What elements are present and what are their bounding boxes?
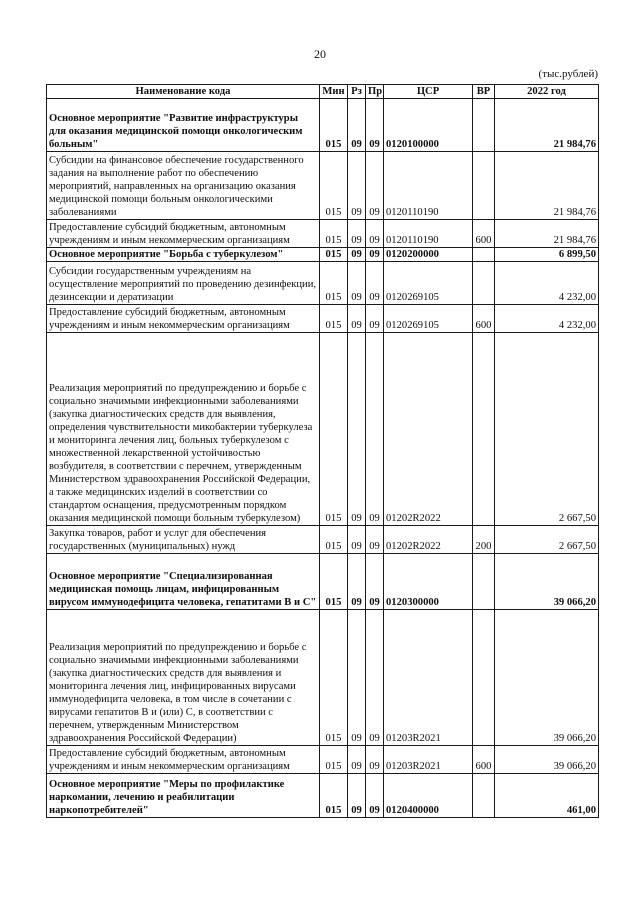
units-label: (тыс.рублей) [538,68,598,80]
row-amount: 2 667,50 [495,526,599,554]
row-min: 015 [320,774,348,818]
table-row [47,305,599,333]
row-amount: 39 066,20 [495,610,599,746]
row-vr: 600 [473,746,495,774]
header-rz: Рз [348,85,366,99]
row-rz: 09 [348,248,366,262]
row-amount: 39 066,20 [495,554,599,610]
row-name: Основное мероприятие "Развитие инфраструктуры для оказания медицинской помощи онкологическим больным" [47,99,320,152]
page-number: 20 [314,47,326,61]
row-min: 015 [320,554,348,610]
row-min: 015 [320,305,348,333]
row-pr: 09 [366,152,384,220]
row-name: Основное мероприятие "Меры по профилактике наркомании, лечению и реабилитации наркопотребителей" [47,774,320,818]
table-row [47,746,599,774]
row-rz: 09 [348,152,366,220]
row-csr: 0120200000 [384,248,473,262]
row-rz: 09 [348,220,366,248]
row-csr: 0120269105 [384,305,473,333]
row-amount: 461,00 [495,774,599,818]
table-header-row [47,85,599,99]
row-vr: 600 [473,305,495,333]
row-amount: 21 984,76 [495,220,599,248]
row-amount: 2 667,50 [495,333,599,526]
table-row [47,554,599,610]
row-csr: 0120110190 [384,152,473,220]
row-csr: 01202R2022 [384,526,473,554]
row-rz: 09 [348,99,366,152]
row-pr: 09 [366,774,384,818]
row-name: Основное мероприятие "Специализированная медицинская помощь лицам, инфицированным вирусом иммунодефицита человека, гепатитами В и С" [47,554,320,610]
row-vr: 200 [473,526,495,554]
row-name: Предоставление субсидий бюджетным, автономным учреждениям и иным некоммерческим организациям [47,220,320,248]
table-row [47,610,599,746]
row-min: 015 [320,152,348,220]
row-rz: 09 [348,746,366,774]
header-year: 2022 год [495,85,599,99]
row-vr [473,554,495,610]
table-row [47,333,599,526]
header-csr: ЦСР [384,85,473,99]
row-name: Реализация мероприятий по предупреждению и борьбе с социально значимыми инфекционными заболеваниями (закупка диагностических средств для выявления, определения чувствительности микобактерии туберкулеза и мониторинга лечения лиц, больных туберкулезом с множественной лекарственной устойчивостью возбудителя, в соответствии с перечнем, утвержденным Министерством здравоохранения Российской Федерации, а также медицинских изделий в соответствии со стандартом оснащения, предусмотренным порядком оказания медицинской помощи больным туберкулезом) [47,333,320,526]
row-pr: 09 [366,554,384,610]
row-amount: 4 232,00 [495,305,599,333]
row-pr: 09 [366,220,384,248]
row-rz: 09 [348,526,366,554]
row-csr: 0120110190 [384,220,473,248]
row-vr [473,262,495,305]
row-min: 015 [320,99,348,152]
row-csr: 0120300000 [384,554,473,610]
table-row [47,262,599,305]
row-rz: 09 [348,305,366,333]
row-min: 015 [320,220,348,248]
table-row [47,152,599,220]
header-name: Наименование кода [47,85,320,99]
header-vr: ВР [473,85,495,99]
row-vr [473,99,495,152]
row-name: Закупка товаров, работ и услуг для обеспечения государственных (муниципальных) нужд [47,526,320,554]
row-rz: 09 [348,554,366,610]
row-amount: 6 899,50 [495,248,599,262]
row-csr: 0120269105 [384,262,473,305]
row-vr [473,248,495,262]
row-vr [473,152,495,220]
row-pr: 09 [366,262,384,305]
row-pr: 09 [366,526,384,554]
row-csr: 01203R2021 [384,610,473,746]
budget-table [46,84,599,818]
row-name: Субсидии на финансовое обеспечение государственного задания на выполнение работ по обеспечению мероприятий, направленных на организацию оказания медицинской помощи больным онкологическими заболеваниями [47,152,320,220]
row-pr: 09 [366,333,384,526]
row-pr: 09 [366,610,384,746]
row-vr [473,610,495,746]
row-min: 015 [320,262,348,305]
row-pr: 09 [366,248,384,262]
table-row [47,526,599,554]
row-rz: 09 [348,262,366,305]
row-min: 015 [320,333,348,526]
row-name: Предоставление субсидий бюджетным, автономным учреждениям и иным некоммерческим организациям [47,746,320,774]
table-row [47,774,599,818]
row-amount: 21 984,76 [495,152,599,220]
row-rz: 09 [348,774,366,818]
row-amount: 21 984,76 [495,99,599,152]
table-row [47,220,599,248]
row-vr [473,774,495,818]
header-pr: Пр [366,85,384,99]
row-pr: 09 [366,99,384,152]
row-rz: 09 [348,333,366,526]
row-pr: 09 [366,305,384,333]
row-min: 015 [320,526,348,554]
row-name: Субсидии государственным учреждениям на осуществление мероприятий по проведению дезинфекции, дезинсекции и дератизации [47,262,320,305]
row-csr: 01202R2022 [384,333,473,526]
row-name: Реализация мероприятий по предупреждению и борьбе с социально значимыми инфекционными заболеваниями (закупка диагностических средств для выявления и мониторинга лечения лиц, инфицированных вирусами иммунодефицита человека, в том числе в сочетании с вирусами гепатитов В и (или) С, в соответствии с перечнем, утвержденным Министерством здравоохранения Российской Федерации) [47,610,320,746]
table-row [47,99,599,152]
row-csr: 01203R2021 [384,746,473,774]
row-csr: 0120400000 [384,774,473,818]
row-min: 015 [320,610,348,746]
table-row [47,248,599,262]
row-min: 015 [320,248,348,262]
row-amount: 4 232,00 [495,262,599,305]
row-name: Основное мероприятие "Борьба с туберкулезом" [47,248,320,262]
header-min: Мин [320,85,348,99]
row-min: 015 [320,746,348,774]
row-name: Предоставление субсидий бюджетным, автономным учреждениям и иным некоммерческим организациям [47,305,320,333]
row-vr: 600 [473,220,495,248]
row-pr: 09 [366,746,384,774]
row-csr: 0120100000 [384,99,473,152]
row-rz: 09 [348,610,366,746]
row-amount: 39 066,20 [495,746,599,774]
row-vr [473,333,495,526]
